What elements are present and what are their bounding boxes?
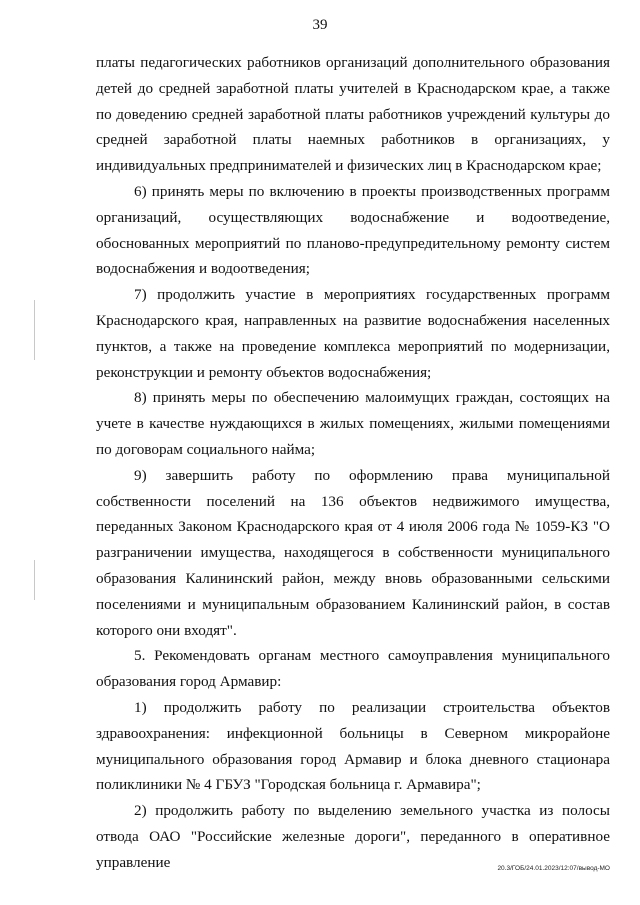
paragraph-item-7: 7) продолжить участие в мероприятиях государственных программ Краснодарского края, направленных на развитие водоснабжения населенных пунктов, а также на проведение комплекса мероприятий по модернизации, реконструкции и ремонту объектов водоснабжения; bbox=[96, 286, 610, 381]
document-footer-code: 20.3/ГОБ/24.01.2023/12:07/вывод-МО bbox=[497, 865, 610, 872]
scan-margin-mark bbox=[34, 560, 35, 600]
paragraph-item-2: 2) продолжить работу по выделению земельного участка из полосы отвода ОАО "Российские железные дороги", переданного в оперативное управление bbox=[96, 802, 610, 871]
paragraph-item-1: 1) продолжить работу по реализации строительства объектов здравоохранения: инфекционной больницы в Северном микрорайоне муниципального образования город Армавир и блока дневного стационара поликлиники № 4 ГБУЗ "Городская больница г. Армавира"; bbox=[96, 698, 610, 794]
paragraph-item-9: 9) завершить работу по оформлению права муниципальной собственности поселений на 136 объектов недвижимого имущества, переданных Законом Краснодарского края от 4 июля 2006 года № 1059-КЗ "О разграничении имущества, находящегося в собственности муниципального образования Калининский район, между вновь образованными сельскими поселениями и муниципальным образованием Калининский район, в состав которого они входят". bbox=[96, 466, 610, 639]
paragraph-item-6: 6) принять меры по включению в проекты производственных программ организаций, осуществляющих водоснабжение и водоотведение, обоснованных мероприятий по планово-предупредительному ремонту систем водоснабжения и водоотведения; bbox=[96, 182, 610, 278]
paragraph-item-8: 8) принять меры по обеспечению малоимущих граждан, состоящих на учете в качестве нуждающихся в жилых помещениях, жилыми помещениями по договорам социального найма; bbox=[96, 389, 610, 458]
document-body bbox=[96, 50, 610, 876]
scan-margin-mark bbox=[34, 300, 35, 360]
page-number: 39 bbox=[312, 17, 328, 33]
paragraph-section-5: 5. Рекомендовать органам местного самоуправления муниципального образования город Армавир: bbox=[96, 647, 610, 691]
paragraph-continuation: платы педагогических работников организаций дополнительного образования детей до средней заработной платы учителей в Краснодарском крае, а также по доведению средней заработной платы работников учреждений культуры до средней заработной платы наемных работников в организациях, у индивидуальных предпринимателей и физических лиц в Краснодарском крае; bbox=[96, 54, 610, 175]
